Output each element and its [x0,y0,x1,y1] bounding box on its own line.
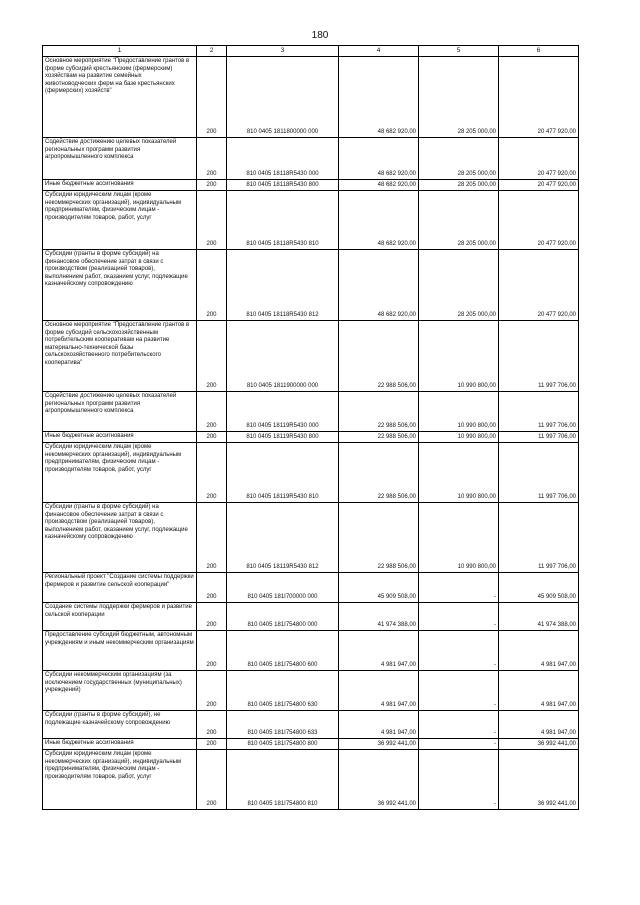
row-name: Субсидии (гранты в форме субсидий) на финансовое обеспечение затрат в связи с производством (реализацией товаров), выполнением работ, оказанием услуг, подлежащие казначейскому сопровождению [43,503,197,573]
row-name: Основное мероприятие "Предоставление грантов в форме субсидий сельскохозяйственным потребительским кооперативам на развитие материально-технической базы сельскохозяйственного потребительского кооператива" [43,321,197,392]
row-col4: 48 682 920,00 [339,138,419,180]
row-admin: 200 [197,443,227,503]
row-col6: 11 997 706,00 [499,392,579,432]
row-admin: 200 [197,250,227,321]
table-row [43,191,579,250]
row-code: 810 0405 18119R5430 800 [227,432,339,443]
row-col4: 22 988 506,00 [339,432,419,443]
row-col5: 10 990 800,00 [419,432,499,443]
page-number: 180 [311,30,329,41]
row-col6: 11 997 706,00 [499,503,579,573]
row-admin: 200 [197,138,227,180]
row-code: 810 0405 181I754800 000 [227,603,339,631]
row-col6: 20 477 920,00 [499,191,579,250]
row-code: 810 0405 1811900000 000 [227,321,339,392]
row-name: Основное мероприятие "Предоставление грантов в форме субсидий крестьянским (фермерским) хозяйствам на развитие семейных животноводческих ферм на базе крестьянских (фермерских) хозяйств" [43,57,197,138]
row-col4: 22 988 506,00 [339,392,419,432]
row-col6: 41 974 388,00 [499,603,579,631]
row-name: Субсидии юридическим лицам (кроме некоммерческих организаций), индивидуальным предпринимателям, физическим лицам - производителям товаров, работ, услуг [43,750,197,810]
row-code: 810 0405 18118R5430 000 [227,138,339,180]
table-row [43,250,579,321]
table-row [43,573,579,603]
row-col5: - [419,739,499,750]
row-code: 810 0405 18119R5430 810 [227,443,339,503]
row-col5: - [419,631,499,671]
row-code: 810 0405 18119R5430 812 [227,503,339,573]
row-col6: 45 909 508,00 [499,573,579,603]
row-col4: 48 682 920,00 [339,250,419,321]
row-col5: 10 990 800,00 [419,503,499,573]
header-cell-6: 6 [499,46,579,57]
row-code: 810 0405 181I754800 810 [227,750,339,810]
row-name: Субсидии некоммерческим организациям (за исключением государственных (муниципальных) учреждений) [43,671,197,711]
row-admin: 200 [197,671,227,711]
row-col5: 28 205 000,00 [419,250,499,321]
header-cell-4: 4 [339,46,419,57]
row-admin: 200 [197,321,227,392]
row-code: 810 0405 1811800000 000 [227,57,339,138]
row-code: 810 0405 181I754800 800 [227,739,339,750]
row-admin: 200 [197,739,227,750]
row-admin: 200 [197,180,227,191]
table-row [43,138,579,180]
row-col6: 4 981 947,00 [499,671,579,711]
table-row [43,739,579,750]
row-name: Региональный проект "Создание системы поддержки фермеров и развитие сельской кооперации" [43,573,197,603]
row-name: Предоставление субсидий бюджетным, автономным учреждениям и иным некоммерческим организациям [43,631,197,671]
table-row [43,57,579,138]
row-code: 810 0405 181I754800 630 [227,671,339,711]
row-col6: 11 997 706,00 [499,321,579,392]
table-row [43,503,579,573]
row-col4: 22 988 506,00 [339,503,419,573]
row-name: Субсидии (гранты в форме субсидий), не подлежащие казначейскому сопровождению [43,711,197,739]
row-code: 810 0405 18119R5430 000 [227,392,339,432]
table-row [43,392,579,432]
row-col4: 48 682 920,00 [339,180,419,191]
row-col6: 4 981 947,00 [499,631,579,671]
row-admin: 200 [197,573,227,603]
row-col6: 11 997 706,00 [499,443,579,503]
row-admin: 200 [197,711,227,739]
row-col5: 28 205 000,00 [419,180,499,191]
row-col4: 22 988 506,00 [339,443,419,503]
row-col5: - [419,711,499,739]
table-row [43,603,579,631]
row-col5: 10 990 800,00 [419,321,499,392]
row-col4: 4 981 947,00 [339,631,419,671]
row-code: 810 0405 181I700000 000 [227,573,339,603]
header-cell-2: 2 [197,46,227,57]
table-row [43,443,579,503]
table-row [43,321,579,392]
row-col6: 36 992 441,00 [499,739,579,750]
row-admin: 200 [197,503,227,573]
row-code: 810 0405 18118R5430 810 [227,191,339,250]
row-code: 810 0405 18118R5430 800 [227,180,339,191]
row-name: Иные бюджетные ассигнования [43,432,197,443]
row-col4: 4 981 947,00 [339,671,419,711]
row-name: Субсидии юридическим лицам (кроме некоммерческих организаций), индивидуальным предпринимателям, физическим лицам - производителям товаров, работ, услуг [43,443,197,503]
row-col5: 28 205 000,00 [419,57,499,138]
row-col5: 28 205 000,00 [419,138,499,180]
row-col5: - [419,573,499,603]
row-admin: 200 [197,392,227,432]
row-col4: 45 909 508,00 [339,573,419,603]
row-col4: 4 981 947,00 [339,711,419,739]
table-row [43,671,579,711]
row-col6: 20 477 920,00 [499,250,579,321]
row-col5: - [419,750,499,810]
row-name: Субсидии юридическим лицам (кроме некоммерческих организаций), индивидуальным предпринимателям, физическим лицам - производителям товаров, работ, услуг [43,191,197,250]
row-col6: 36 992 441,00 [499,750,579,810]
row-admin: 200 [197,631,227,671]
row-col4: 48 682 920,00 [339,191,419,250]
row-col6: 20 477 920,00 [499,57,579,138]
row-name: Создание системы поддержки фермеров и развитие сельской кооперации [43,603,197,631]
row-col5: 28 205 000,00 [419,191,499,250]
row-col5: 10 990 800,00 [419,392,499,432]
row-name: Содействие достижению целевых показателей региональных программ развития агропромышленного комплекса [43,138,197,180]
row-col4: 36 992 441,00 [339,739,419,750]
row-name: Иные бюджетные ассигнования [43,739,197,750]
row-col6: 11 997 706,00 [499,432,579,443]
row-code: 810 0405 18118R5430 812 [227,250,339,321]
row-code: 810 0405 181I754800 633 [227,711,339,739]
row-admin: 200 [197,603,227,631]
row-admin: 200 [197,750,227,810]
row-name: Субсидии (гранты в форме субсидий) на финансовое обеспечение затрат в связи с производством (реализацией товаров), выполнением работ, оказанием услуг, подлежащие казначейскому сопровождению [43,250,197,321]
table-row [43,750,579,810]
budget-table [42,45,579,810]
row-admin: 200 [197,191,227,250]
row-col4: 48 682 920,00 [339,57,419,138]
row-col5: - [419,671,499,711]
row-code: 810 0405 181I754800 600 [227,631,339,671]
row-admin: 200 [197,57,227,138]
table-row [43,711,579,739]
row-col6: 20 477 920,00 [499,138,579,180]
table-row [43,180,579,191]
row-admin: 200 [197,432,227,443]
row-col4: 41 974 388,00 [339,603,419,631]
row-col5: 10 990 800,00 [419,443,499,503]
header-cell-1: 1 [43,46,197,57]
table-row [43,631,579,671]
header-cell-3: 3 [227,46,339,57]
row-col5: - [419,603,499,631]
row-col6: 20 477 920,00 [499,180,579,191]
table-row [43,432,579,443]
header-cell-5: 5 [419,46,499,57]
row-name: Содействие достижению целевых показателей региональных программ развития агропромышленного комплекса [43,392,197,432]
header-row [43,46,579,57]
row-col6: 4 981 947,00 [499,711,579,739]
row-name: Иные бюджетные ассигнования [43,180,197,191]
row-col4: 36 992 441,00 [339,750,419,810]
row-col4: 22 988 506,00 [339,321,419,392]
